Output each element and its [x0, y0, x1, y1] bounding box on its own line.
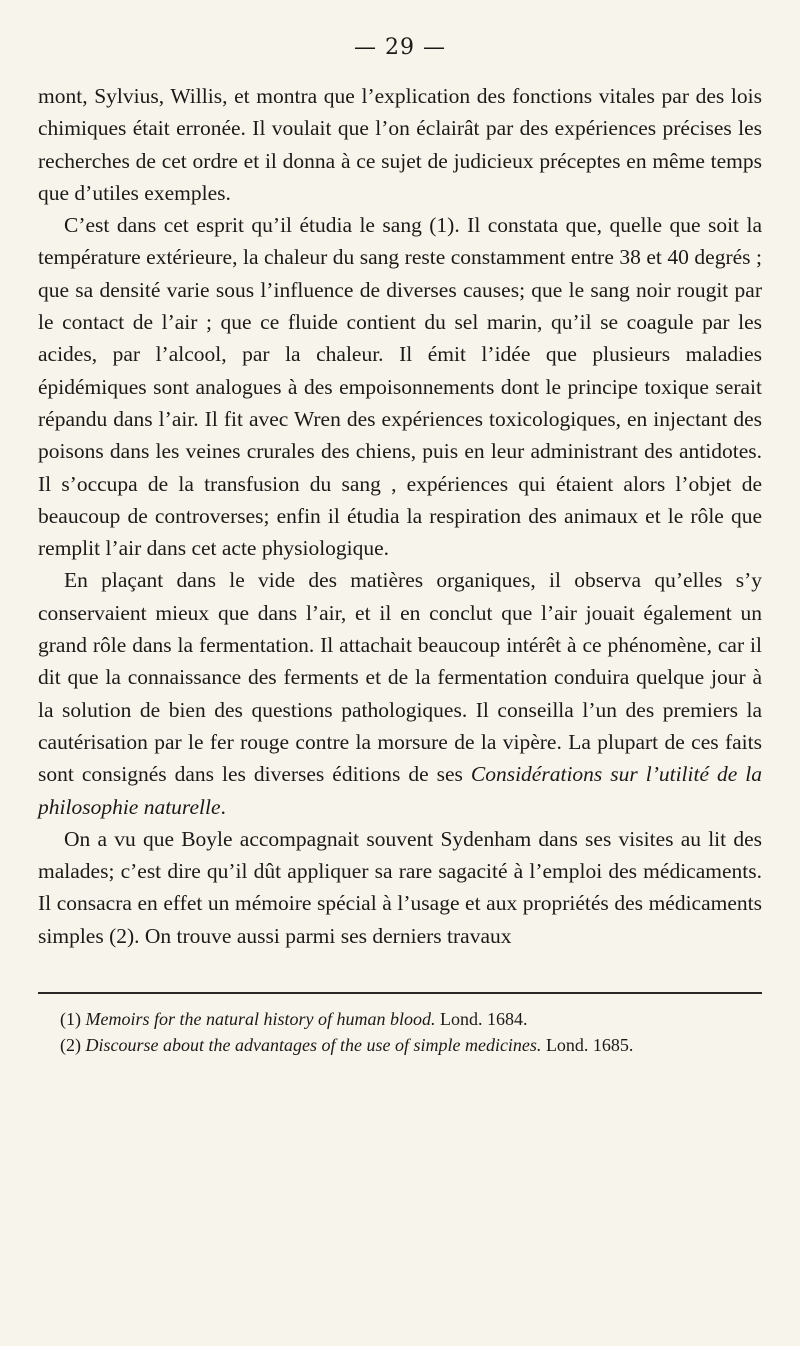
- paragraph-3: [38, 564, 762, 822]
- footnotes: [38, 1006, 762, 1058]
- footnote-1: [38, 1006, 762, 1032]
- book-title-italic: Considérations sur l’utilité de la philosophie naturelle: [38, 762, 762, 819]
- paragraph-3-text: En plaçant dans le vide des matières organiques, il observa qu’elles s’y conservaient mieux que dans l’air, et il en conclut que l’air jouait également un grand rôle dans la fermentation. Il attachait beaucoup intérêt à ce phénomène, car il dit que la connaissance des ferments et de la fermentation conduira quelque jour à la solution de bien des questions pathologiques. Il conseilla l’un des premiers la cautérisation par le fer rouge contre la morsure de la vipère. La plupart de ces faits sont consignés dans les diverses éditions de ses: [38, 568, 762, 787]
- paragraph-4: On a vu que Boyle accompagnait souvent Sydenham dans ses visites au lit des malades; c’est dire qu’il dût appliquer sa rare sagacité à l’emploi des médicaments. Il consacra en effet un mémoire spécial à l’usage et aux propriétés des médicaments simples (2). On trouve aussi parmi ses derniers travaux: [38, 826, 762, 948]
- footnote-2: [38, 1032, 762, 1058]
- footnote-divider: [38, 992, 762, 994]
- paragraph-2: C’est dans cet esprit qu’il étudia le sang (1). Il constata que, quelle que soit la température extérieure, la chaleur du sang reste constamment entre 38 et 40 degrés ; que sa densité varie sous l’influence de diverses causes; que le sang noir rougit par le contact de l’air ; que ce fluide contient du sel marin, qu’il se coagule par les acides, par l’alcool, par la chaleur. Il émit l’idée que plusieurs maladies épidémiques sont analogues à des empoisonnements dont le principe toxique serait répandu dans l’air. Il fit avec Wren des expériences toxicologiques, en injectant des poisons dans les veines crurales des chiens, puis en leur administrant des antidotes. Il s’occupa de la transfusion du sang , expériences qui étaient alors l’objet de beaucoup de controverses; enfin il étudia la respiration des animaux et le rôle que remplit l’air dans cet acte physiologique.: [38, 213, 762, 561]
- paragraph-3-end: .: [220, 794, 226, 819]
- paragraph-1: mont, Sylvius, Willis, et montra que l’explication des fonctions vitales par des lois chimiques était erronée. Il voulait que l’on éclairât par des expériences précises les recherches de cet ordre et il donna à ce sujet de judicieux préceptes en même temps que d’utiles exemples.: [38, 84, 762, 205]
- footnote-1-title: Memoirs for the natural history of human blood.: [85, 1009, 436, 1030]
- page-number: — 29 —: [354, 35, 446, 60]
- footnote-1-ref: Lond. 1684.: [435, 1009, 528, 1030]
- footnote-2-marker: (2): [60, 1035, 81, 1056]
- main-text: [38, 80, 762, 952]
- footnote-1-marker: (1): [60, 1009, 81, 1030]
- footnote-2-ref: Lond. 1685.: [541, 1035, 634, 1056]
- footnote-2-title: Discourse about the advantages of the use of simple medicines.: [85, 1035, 542, 1056]
